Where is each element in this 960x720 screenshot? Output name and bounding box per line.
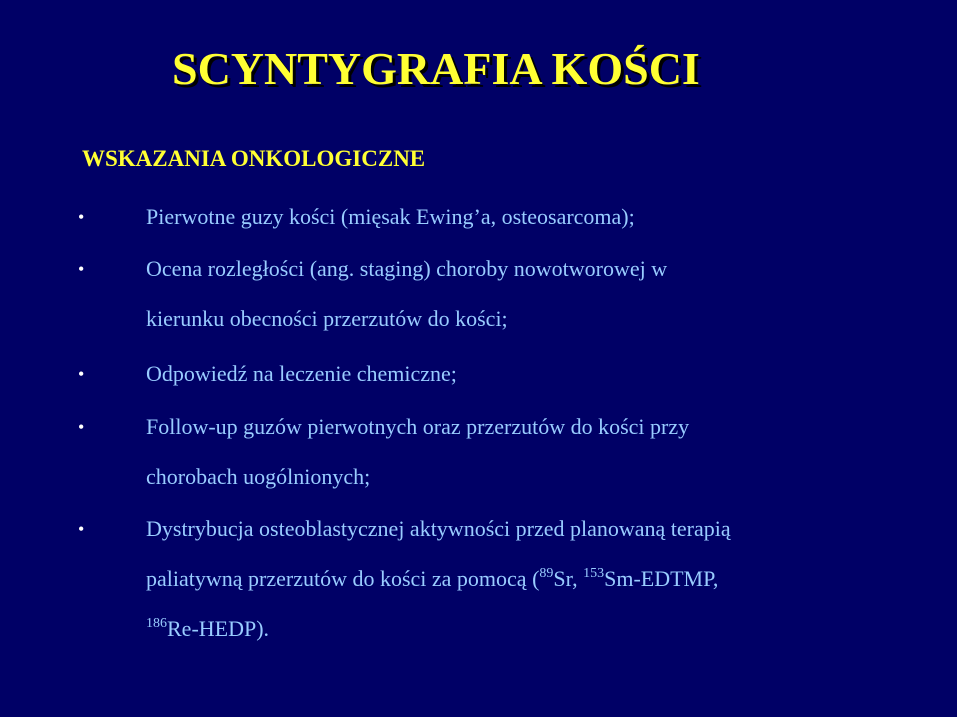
list-item [146, 192, 926, 242]
list-item-text: Follow-up guzów pierwotnych oraz przerzutów do kości przy [146, 414, 690, 439]
list-item-text: Pierwotne guzy kości (mięsak Ewing’a, osteosarcoma); [146, 204, 635, 229]
bullet-icon: • [78, 259, 85, 279]
isotope-mass-number: 153 [583, 566, 605, 581]
text-segment: paliatywną przerzutów do kości za pomocą ( [146, 566, 540, 591]
list-item-text: Odpowiedź na leczenie chemiczne; [146, 361, 457, 386]
list-item [146, 504, 926, 654]
text-segment: Sr, [553, 566, 584, 591]
list-item-text: Ocena rozległości (ang. staging) choroby nowotworowej w [146, 256, 668, 281]
list-item-text: chorobach uogólnionych; [146, 464, 371, 489]
list-item-text-line2 [146, 554, 926, 604]
list-item-text: kierunku obecności przerzutów do kości; [146, 306, 508, 331]
isotope-mass-number: 89 [539, 566, 554, 581]
list-item-text-line3 [146, 604, 926, 654]
list-item-text: Dystrybucja osteoblastycznej aktywności przed planowaną terapią [146, 516, 731, 541]
list-item [146, 402, 926, 502]
slide-title: SCYNTYGRAFIA KOŚCI [172, 43, 700, 94]
bullet-icon: • [78, 519, 85, 539]
bullet-icon: • [78, 207, 85, 227]
bullet-icon: • [78, 364, 85, 384]
section-heading: WSKAZANIA ONKOLOGICZNE [82, 146, 426, 171]
list-item [146, 244, 926, 344]
isotope-mass-number: 186 [146, 616, 167, 631]
text-segment: Sm-EDTMP, [604, 566, 719, 591]
text-segment: Re-HEDP). [167, 616, 270, 641]
bullet-icon: • [78, 417, 85, 437]
list-item [146, 349, 926, 399]
